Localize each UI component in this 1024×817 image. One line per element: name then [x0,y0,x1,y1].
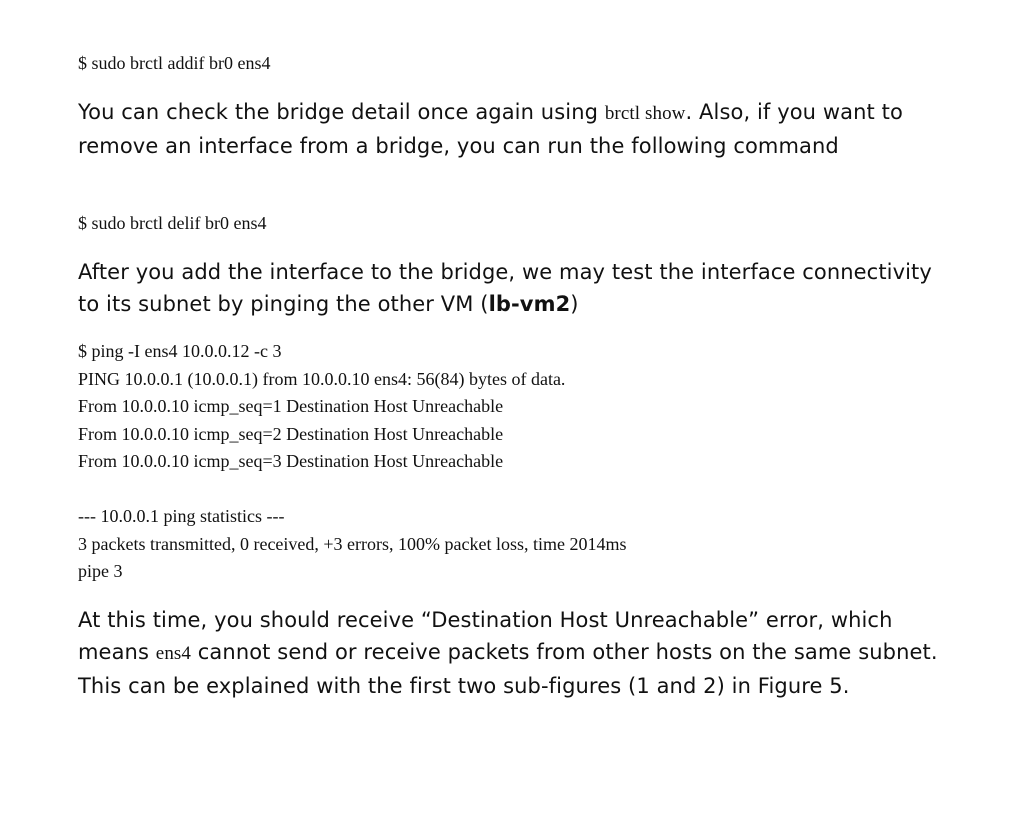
vm-name-bold: lb-vm2 [488,292,571,316]
code-block-delif [78,210,266,238]
paragraph-check-bridge [78,96,958,162]
paragraph-test-connectivity [78,256,958,320]
code-line: pipe 3 [78,561,123,581]
code-line: $ sudo brctl addif br0 ens4 [78,53,271,73]
inline-code-ens4: ens4 [155,643,192,664]
inline-code-brctl-show: brctl show [604,103,686,124]
code-line: From 10.0.0.10 icmp_seq=2 Destination Host Unreachable [78,423,504,444]
paragraph-text: At this time, you should receive “Destination Host Unreachable” error, which means [78,608,893,664]
code-line: $ ping -I ens4 10.0.0.12 -c 3 [78,341,282,361]
paragraph-unreachable-explanation [78,604,958,702]
paragraph-text: You can check the bridge detail once again using [78,100,605,124]
code-block-ping-output [78,338,627,586]
code-line: From 10.0.0.10 icmp_seq=1 Destination Host Unreachable [78,396,504,416]
code-line: 3 packets transmitted, 0 received, +3 errors, 100% packet loss, time 2014ms [78,533,627,554]
code-line: PING 10.0.0.1 (10.0.0.1) from 10.0.0.10 ens4: 56(84) bytes of data. [78,368,566,389]
paragraph-text: After you add the interface to the bridge, we may test the interface connectivity to its subnet by pinging the other VM ( [78,260,932,316]
paragraph-text: cannot send or receive packets from other hosts on the same subnet. This can be explained with the first two sub-figures (1 and 2) in Figure 5. [78,640,938,698]
paragraph-text: . Also, if you want to remove an interface from a bridge, you can run the following command [78,100,903,158]
code-line: $ sudo brctl delif br0 ens4 [78,213,267,233]
paragraph-text: ) [570,292,579,316]
code-line: --- 10.0.0.1 ping statistics --- [78,506,285,526]
code-block-addif [78,50,270,78]
code-line: From 10.0.0.10 icmp_seq=3 Destination Host Unreachable [78,451,504,471]
